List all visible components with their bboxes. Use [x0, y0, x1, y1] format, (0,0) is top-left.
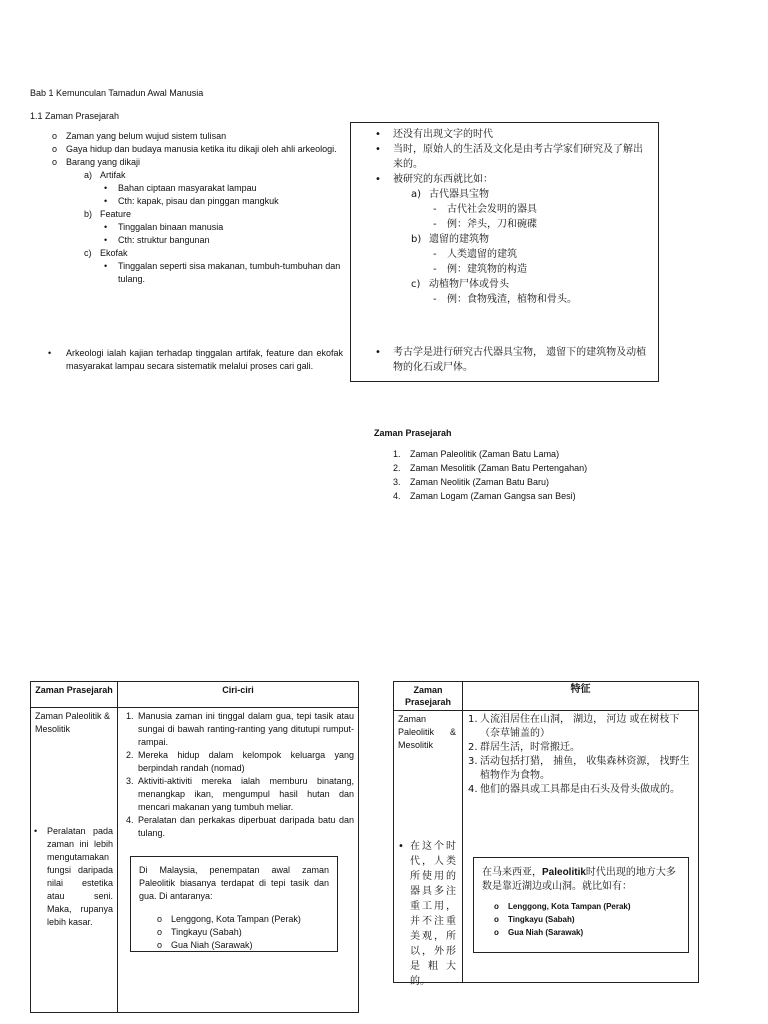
list-item: • 被研究的东西就比如： [375, 174, 493, 185]
section-subheading: 1.1 Zaman Prasejarah [30, 111, 120, 121]
list-item: b) Feature [84, 209, 132, 219]
list-item: 1. 人流泪居住在山洞， 湖边， 河边 或在树枝下（奈草铺盖的） [468, 714, 680, 739]
list-item: • 还没有出现文字的时代 [375, 129, 493, 140]
list-item: o Zaman yang belum wujud sistem tulisan [52, 131, 227, 141]
circle-bullet-icon: o [494, 928, 499, 937]
list-item: o Lenggong, Kota Tampan (Perak) [157, 914, 301, 924]
list-item: o Tingkayu (Sabah) [157, 927, 242, 937]
malaysia-sites-box: Di Malaysia, penempatan awal zaman Paleolitik biasanya terdapat di tepi tasik dan gua. Di antaranya: o Lenggong, Kota Tampan (Perak) o Tingkayu (Sabah) o Gua Niah (Sarawak) [130, 856, 338, 952]
list-item: • 当时，原始人的生活及文化是由考古学家们研究及了解出来的。 [375, 144, 643, 170]
table-header: Ciri-ciri [118, 682, 359, 708]
chinese-notes-box [350, 122, 659, 382]
malay-table [30, 681, 359, 1013]
list-item: 2. Mereka hidup dalam kelompok keluarga yang berpindah randah (nomad) [126, 750, 354, 773]
list-item: - 例：建筑物的构造 [433, 264, 527, 275]
list-item: c) 动植物尸体或骨头 [411, 279, 509, 290]
document-heading: Bab 1 Kemunculan Tamadun Awal Manusia [30, 88, 204, 98]
list-item: 2. 群居生活，时常搬迁。 [468, 742, 580, 753]
table-cell [463, 711, 699, 983]
list-item: 1. Manusia zaman ini tinggal dalam gua, tepi tasik atau sungai di bawah ranting-ranting yang ditutupi rumput-rampai. [126, 711, 354, 747]
periods-list [393, 448, 710, 503]
list-item: - 例：食物残渣，植物和骨头。 [433, 294, 577, 305]
list-item: • Bahan ciptaan masyarakat lampau [104, 183, 257, 193]
list-item: 4. Zaman Logam (Zaman Gangsa san Besi) [393, 491, 576, 501]
list-item: - 人类遗留的建筑 [433, 249, 517, 260]
box-text: 在马来西亚，Paleolitik时代出现的地方大多数是靠近湖边或山洞。就比如有： [482, 867, 676, 892]
studied-items [84, 169, 344, 286]
list-item: - 例：斧头，刀和碗碟 [433, 219, 537, 230]
list-item: o Tingkayu (Sabah) [494, 915, 575, 924]
circle-bullet-icon: o [52, 157, 58, 167]
list-item: o Gua Niah (Sarawak) [494, 928, 584, 937]
list-item: 4. 他们的器具或工具都是由石头及骨头做成的。 [468, 784, 680, 795]
table-header: Zaman Prasejarah [394, 682, 463, 711]
left-notes [52, 130, 344, 286]
list-item: 3. 活动包括打猎， 捕鱼， 收集森林资源， 找野生植物作为食物。 [468, 756, 690, 781]
circle-bullet-icon: o [157, 914, 163, 924]
list-item: c) Ekofak [84, 248, 128, 258]
circle-bullet-icon: o [157, 927, 163, 937]
circle-bullet-icon: o [52, 144, 58, 154]
list-item: • Tinggalan binaan manusia [104, 222, 224, 232]
table-cell: Zaman Paleolitik & Mesolitik • 在这个时代，人类所使用的器具多注重工用，并不注重美观，所以，外形是粗大的。 [394, 711, 463, 983]
circle-bullet-icon: o [494, 915, 499, 924]
list-item: o Lenggong, Kota Tampan (Perak) [494, 902, 631, 911]
malaysia-sites-box [473, 857, 689, 953]
list-item: o Gua Niah (Sarawak) [157, 940, 253, 950]
circle-bullet-icon: o [52, 131, 58, 141]
chinese-table [393, 681, 699, 987]
list-item: a) Artifak [84, 170, 126, 180]
list-item: b) 遗留的建筑物 [411, 234, 489, 245]
list-item: - 古代社会发明的器具 [433, 204, 537, 215]
list-item: • Tinggalan seperti sisa makanan, tumbuh-tumbuhan dan tulang. [104, 261, 341, 284]
list-item: • Cth: struktur bangunan [104, 235, 210, 245]
periods-title: Zaman Prasejarah [374, 428, 452, 438]
list-item: o Barang yang dikaji [52, 157, 141, 167]
table-header: 特征 [463, 682, 699, 711]
table-cell [118, 708, 359, 1013]
circle-bullet-icon: o [494, 902, 499, 911]
list-item: 3. Zaman Neolitik (Zaman Batu Baru) [393, 477, 550, 487]
list-item: a) 古代器具宝物 [411, 189, 489, 200]
side-note: • Peralatan pada zaman ini lebih mengutamakan fungsi daripada nilai estetika atau seni. Maka, rupanya lebih kasar. [34, 826, 113, 927]
arkeologi-definition: • Arkeologi ialah kajian terhadap tinggalan artifak, feature dan ekofak masyarakat lampau secara sistematik melalui proses cari gali. [48, 348, 343, 371]
list-item: 2. Zaman Mesolitik (Zaman Batu Pertengahan) [393, 463, 588, 473]
side-note: • 在这个时代，人类所使用的器具多注重工用，并不注重美观，所以，外形是粗大的。 [398, 841, 456, 987]
table-header: Zaman Prasejarah [31, 682, 118, 708]
list-item: 4. Peralatan dan perkakas diperbuat daripada batu dan tulang. [126, 815, 354, 838]
list-item: 3. Aktiviti-aktiviti mereka ialah memburu binatang, menangkap ikan, mengumpul hasil hutan dan mencari makanan yang tumbuh meliar. [126, 776, 354, 812]
list-item: • 考古学是进行研究古代器具宝物， 遗留下的建筑物及动植物的化石或尸体。 [375, 347, 647, 373]
list-item: 1. Zaman Paleolitik (Zaman Batu Lama) [393, 449, 560, 459]
table-cell: Zaman Paleolitik & Mesolitik • Peralatan pada zaman ini lebih mengutamakan fungsi daripada nilai estetika atau seni. Maka, rupanya lebih kasar. [31, 708, 118, 1013]
list-item: o Gaya hidup dan budaya manusia ketika itu dikaji oleh ahli arkeologi. [52, 144, 337, 154]
circle-bullet-icon: o [157, 940, 163, 950]
list-item: • Cth: kapak, pisau dan pinggan mangkuk [104, 196, 279, 206]
